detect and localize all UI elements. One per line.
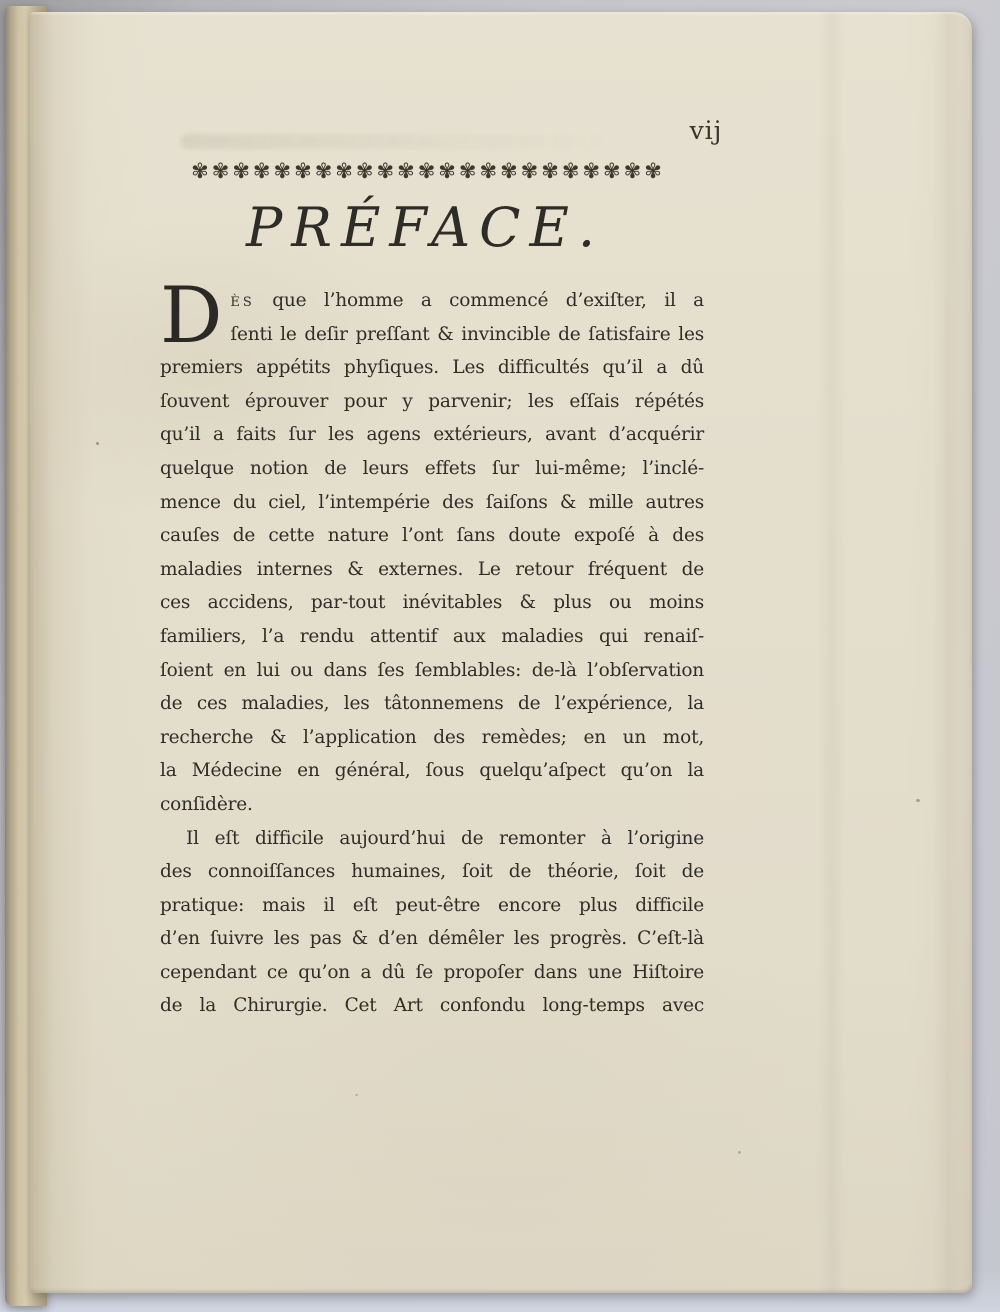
text-line: recherche & l’application des remèdes; en un mot, [160, 726, 704, 748]
preface-title: PRÉFACE. [245, 196, 605, 259]
text-line: ſenti le deſir preſſant & invincible de ſatisfaire les [230, 323, 704, 345]
text-line: mence du ciel, l’intempérie des ſaiſons & mille autres [160, 491, 704, 513]
text-line: qu’il a faits ſur les agens extérieurs, avant d’acquérir [160, 424, 704, 446]
page-number: vij [689, 116, 723, 145]
text-line [160, 284, 704, 318]
text-line: familiers, l’a rendu attentif aux maladies qui renaiſ- [160, 625, 704, 647]
paper-speck [916, 799, 920, 802]
page-crease [933, 12, 961, 1293]
text-line: maladies internes & externes. Le retour fréquent de [160, 558, 704, 580]
text-line: ces accidens, par-tout inévitables & plus ou moins [160, 592, 704, 614]
text-line: pratique: mais il eſt peut-être encore plus difficile [160, 894, 704, 916]
opening-small-caps: ès [230, 290, 255, 311]
text-line: premiers appétits phyſiques. Les difficultés qu’il a dû [160, 357, 704, 379]
text-line: ſouvent éprouver pour y parvenir; les eſſais répétés [160, 390, 704, 412]
paper-speck [738, 1151, 741, 1154]
text-line: la Médecine en général, ſous quelqu’aſpect qu’on la [160, 760, 704, 782]
drop-cap: D [160, 271, 223, 361]
text-line-fragment: que l’homme a commencé d’exiſter, il a [272, 290, 704, 311]
text-line: de la Chirurgie. Cet Art confondu long-temps avec [160, 995, 704, 1017]
text-line: quelque notion de leurs effets ſur lui-même; l’inclé- [160, 457, 704, 479]
text-line: Il eſt difficile aujourd’hui de remonter à l’origine [186, 827, 704, 849]
paper-speck [96, 442, 99, 445]
book-page [30, 12, 972, 1293]
fleuron-ornament-row-icon: ✾✾✾✾✾✾✾✾✾✾✾✾✾✾✾✾✾✾✾✾✾✾✾ [191, 159, 665, 183]
text-line: des connoiſſances humaines, ſoit de théorie, ſoit de [160, 861, 704, 883]
text-line: ſoient en lui ou dans ſes ſemblables: de-là l’obſervation [160, 659, 704, 681]
ink-showthrough [180, 134, 610, 149]
paper-speck [355, 1094, 358, 1096]
text-line: de ces maladies, les tâtonnemens de l’expérience, la [160, 693, 704, 715]
text-line: cauſes de cette nature l’ont ſans doute expoſé à des [160, 525, 704, 547]
page-crease [818, 12, 846, 1293]
text-line: conſidère. [160, 793, 253, 815]
text-line: cependant ce qu’on a dû ſe propoſer dans une Hiſtoire [160, 961, 704, 983]
preface-body [160, 271, 704, 1023]
text-line: d’en ſuivre les pas & d’en démêler les progrès. C’eſt-là [160, 928, 704, 950]
